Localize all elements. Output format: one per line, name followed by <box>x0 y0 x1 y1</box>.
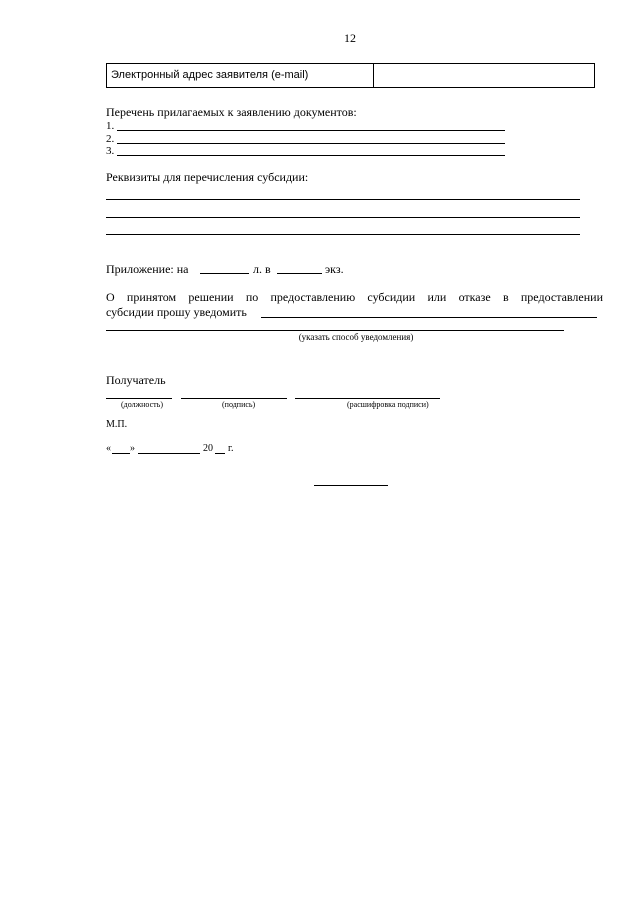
email-table <box>106 63 595 88</box>
recipient-heading: Получатель <box>106 373 166 387</box>
attachment-copies-unit: экз. <box>325 262 344 276</box>
position-caption: (должность) <box>121 400 163 409</box>
date-open-quote: « <box>106 443 111 454</box>
document-item-2-number: 2. <box>106 133 115 145</box>
signature-field[interactable] <box>181 398 287 399</box>
notification-line-2: субсидии прошу уведомить <box>106 305 247 319</box>
decoding-caption: (расшифровка подписи) <box>347 400 429 409</box>
notification-method-line[interactable] <box>106 330 564 331</box>
documents-heading: Перечень прилагаемых к заявлению документов: <box>106 105 357 119</box>
end-divider <box>314 485 388 486</box>
decoding-field[interactable] <box>295 398 440 399</box>
requisites-line-3[interactable] <box>106 234 580 235</box>
notification-method-field[interactable] <box>261 317 597 318</box>
attachment-sheets-field[interactable] <box>200 273 249 274</box>
attachment-prefix: Приложение: на <box>106 262 189 276</box>
notification-caption: (указать способ уведомления) <box>298 332 414 342</box>
requisites-line-1[interactable] <box>106 199 580 200</box>
document-item-3-line[interactable] <box>117 155 505 156</box>
requisites-heading: Реквизиты для перечисления субсидии: <box>106 170 309 184</box>
date-close-quote: » <box>130 443 135 454</box>
date-day-field[interactable] <box>112 453 130 454</box>
date-year-prefix: 20 <box>203 443 213 454</box>
attachment-copies-field[interactable] <box>277 273 322 274</box>
document-item-2-line[interactable] <box>117 143 505 144</box>
notification-line-1: О принятом решении по предоставлению субсидии или отказе в предоставлении <box>106 290 603 304</box>
document-item-3-number: 3. <box>106 145 115 157</box>
date-month-field[interactable] <box>138 453 200 454</box>
date-year-suffix: г. <box>228 443 234 454</box>
stamp-label: М.П. <box>106 419 128 430</box>
position-field[interactable] <box>106 398 172 399</box>
requisites-line-2[interactable] <box>106 217 580 218</box>
signature-caption: (подпись) <box>222 400 256 409</box>
document-item-1-line[interactable] <box>117 130 505 131</box>
date-year-field[interactable] <box>215 453 225 454</box>
email-label: Электронный адрес заявителя (e-mail) <box>111 69 309 81</box>
table-divider <box>373 64 374 87</box>
attachment-sheets-unit: л. в <box>253 262 271 276</box>
document-item-1-number: 1. <box>106 120 115 132</box>
page-number: 12 <box>344 31 356 45</box>
